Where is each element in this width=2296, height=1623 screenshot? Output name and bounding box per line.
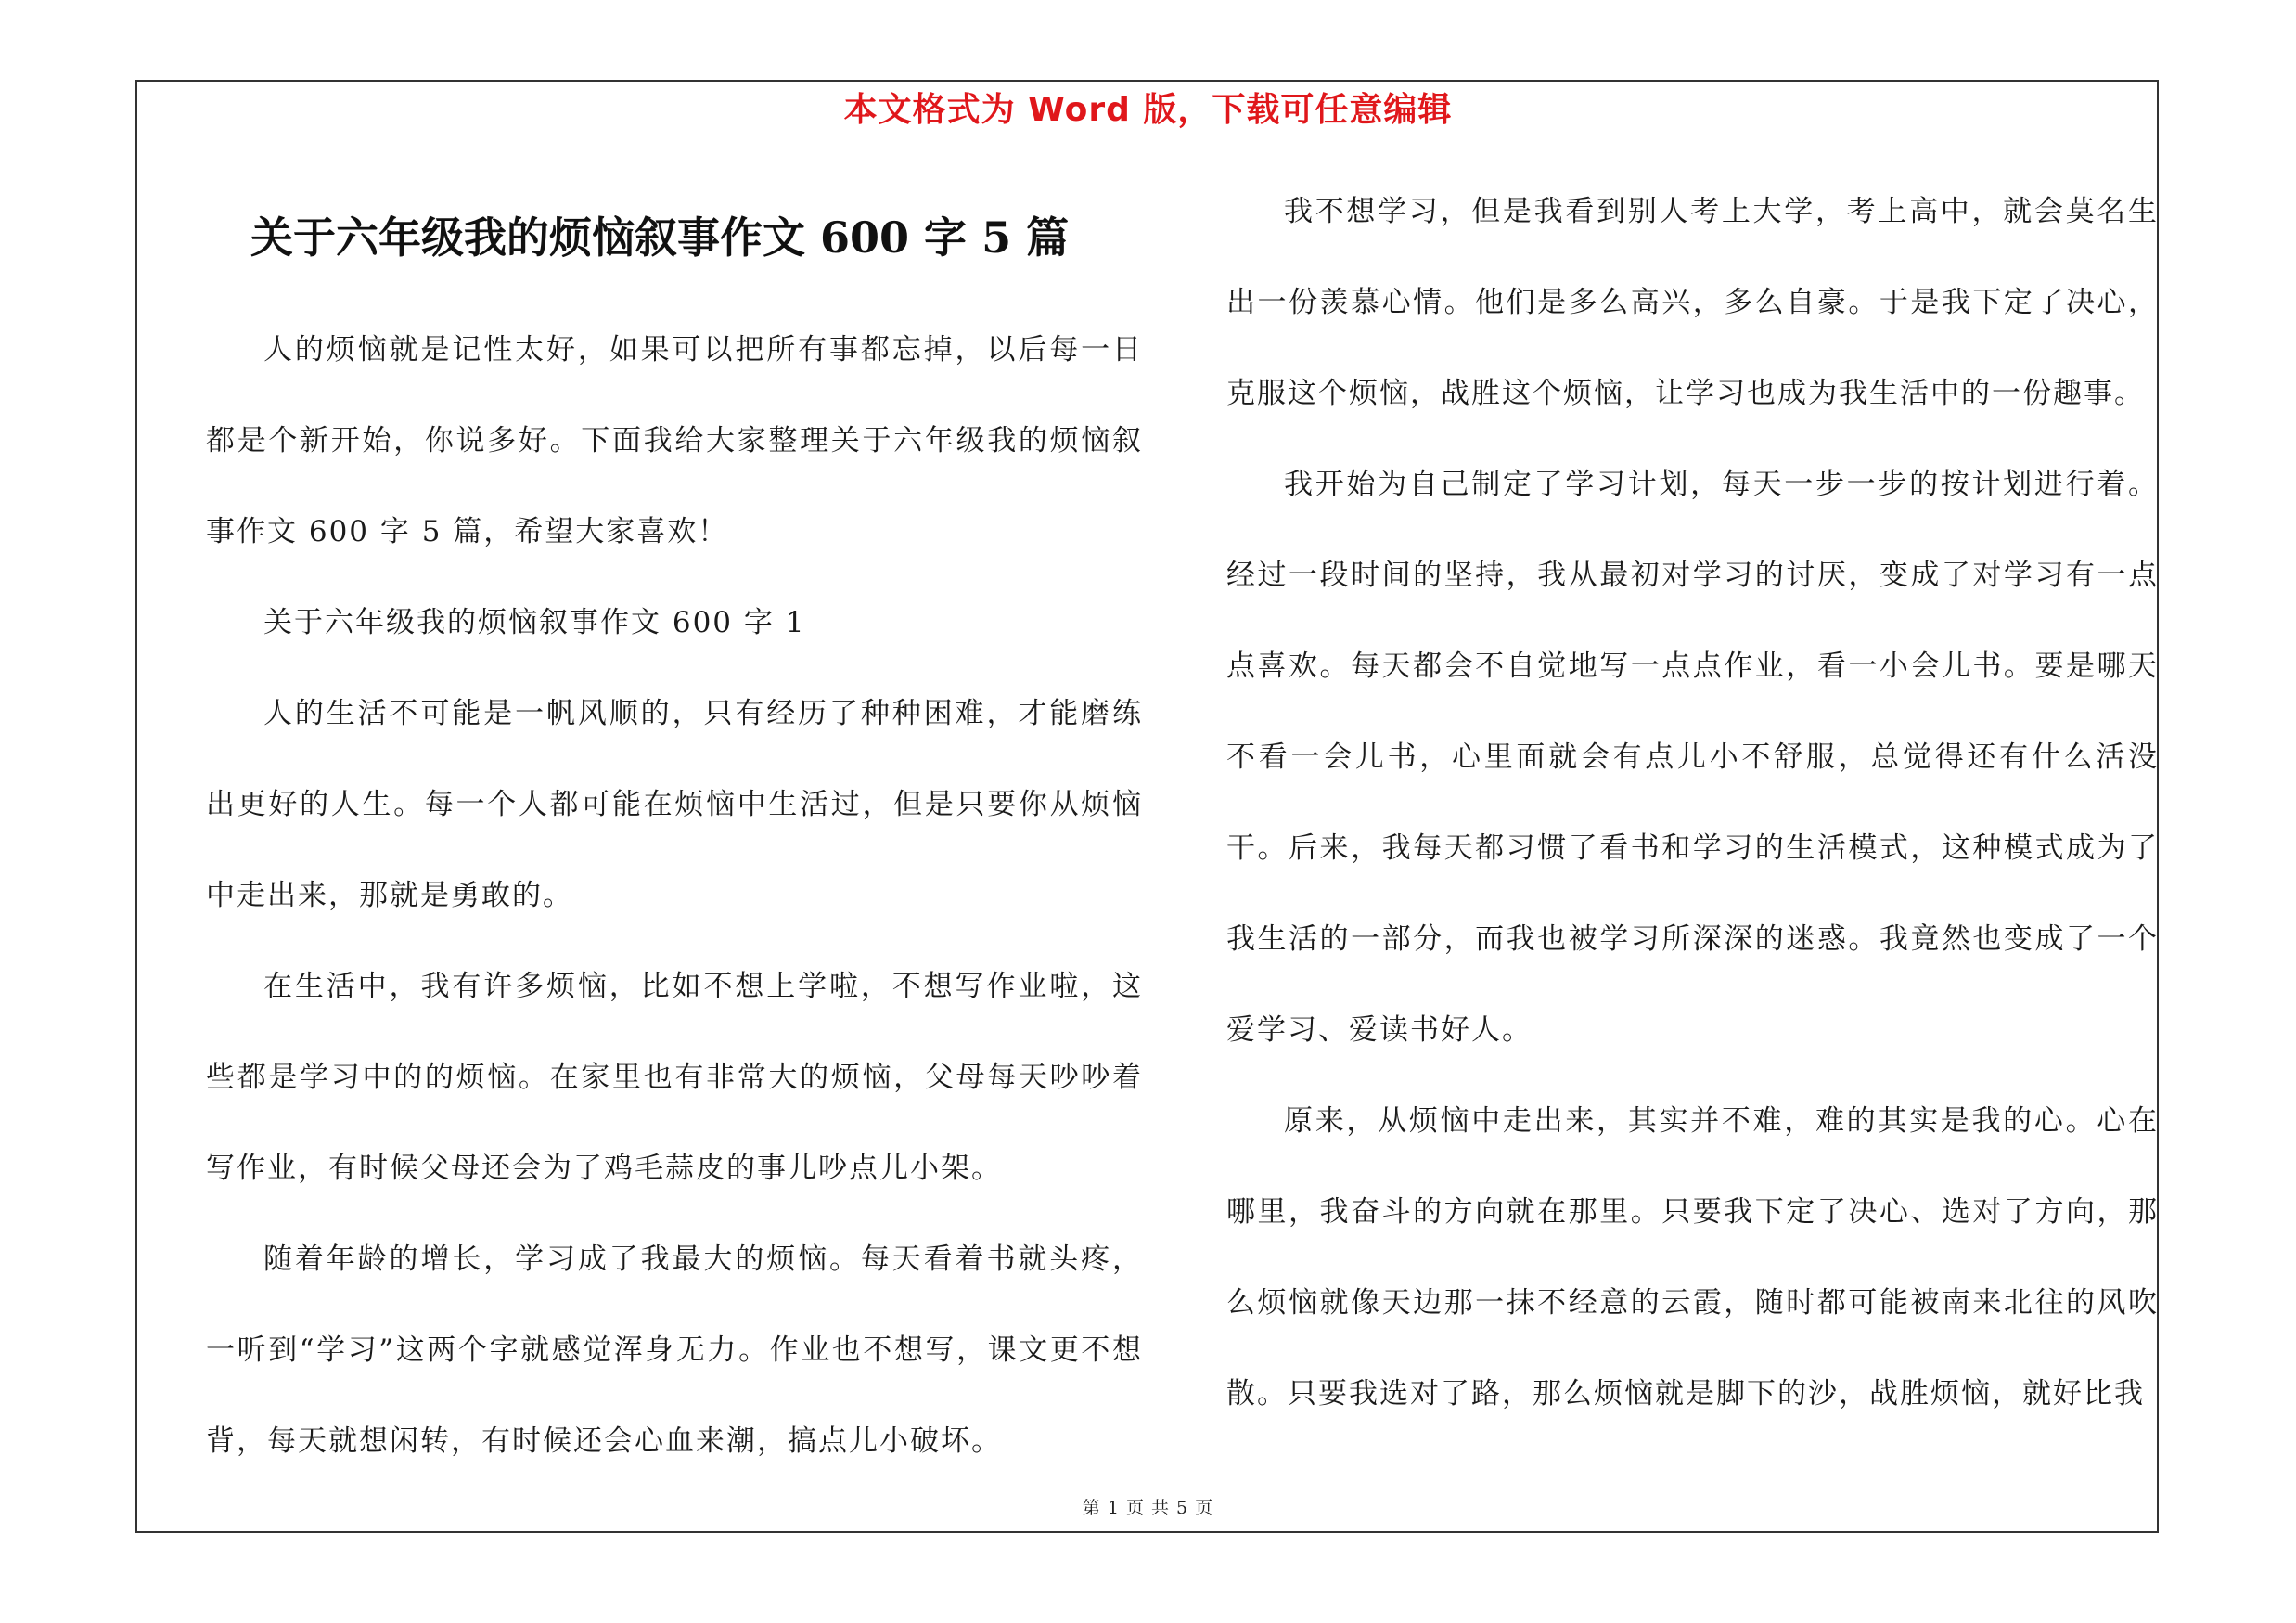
body-paragraph: 在生活中，我有许多烦恼，比如不想上学啦，不想写作业啦，这些都是学习中的的烦恼。在家里也有非常大的烦恼，父母每天吵吵着写作业，有时候父母还会为了鸡毛蒜皮的事儿吵点儿小架。 [206,970,1143,1185]
body-paragraph: 我不想学习，但是我看到别人考上大学，考上高中，就会莫名生出一份羡慕心情。他们是多么高兴，多么自豪。于是我下定了决心，克服这个烦恼，战胜这个烦恼，让学习也成为我生活中的一份趣事。 [1226,195,2159,410]
body-paragraph: 人的生活不可能是一帆风顺的，只有经历了种种困难，才能磨练出更好的人生。每一个人都可能在烦恼中生活过，但是只要你从烦恼中走出来，那就是勇敢的。 [206,697,1143,912]
body-paragraph: 随着年龄的增长，学习成了我最大的烦恼。每天看着书就头疼，一听到“学习”这两个字就感觉浑身无力。作业也不想写，课文更不想背，每天就想闲转，有时候还会心血来潮，搞点儿小破坏。 [206,1243,1143,1458]
document-title: 关于六年级我的烦恼叙事作文 600 字 5 篇 [250,213,1070,263]
left-column [206,304,1143,1487]
page-number-footer: 第 1 页 共 5 页 [1082,1498,1214,1518]
right-column [1226,166,2159,1439]
body-paragraph: 我开始为自己制定了学习计划，每天一步一步的按计划进行着。经过一段时间的坚持，我从最初对学习的讨厌，变成了对学习有一点点喜欢。每天都会不自觉地写一点点作业，看一小会儿书。要是哪天不看一会儿书，心里面就会有点儿小不舒服，总觉得还有什么活没干。后来，我每天都习惯了看书和学习的生活模式，这种模式成为了我生活的一部分，而我也被学习所深深的迷惑。我竟然也变成了一个爱学习、爱读书好人。 [1226,468,2159,1047]
body-paragraph: 原来，从烦恼中走出来，其实并不难，难的其实是我的心。心在哪里，我奋斗的方向就在那里。只要我下定了决心、选对了方向，那么烦恼就像天边那一抹不经意的云霞，随时都可能被南来北往的风吹散。只要我选对了路，那么烦恼就是脚下的沙，战胜烦恼，就好比我 [1226,1104,2159,1410]
section-heading: 关于六年级我的烦恼叙事作文 600 字 1 [263,606,806,639]
intro-paragraph: 人的烦恼就是记性太好，如果可以把所有事都忘掉，以后每一日都是个新开始，你说多好。下面我给大家整理关于六年级我的烦恼叙事作文 600 字 5 篇，希望大家喜欢！ [206,333,1143,548]
format-banner: 本文格式为 Word 版，下载可任意编辑 [843,91,1453,129]
